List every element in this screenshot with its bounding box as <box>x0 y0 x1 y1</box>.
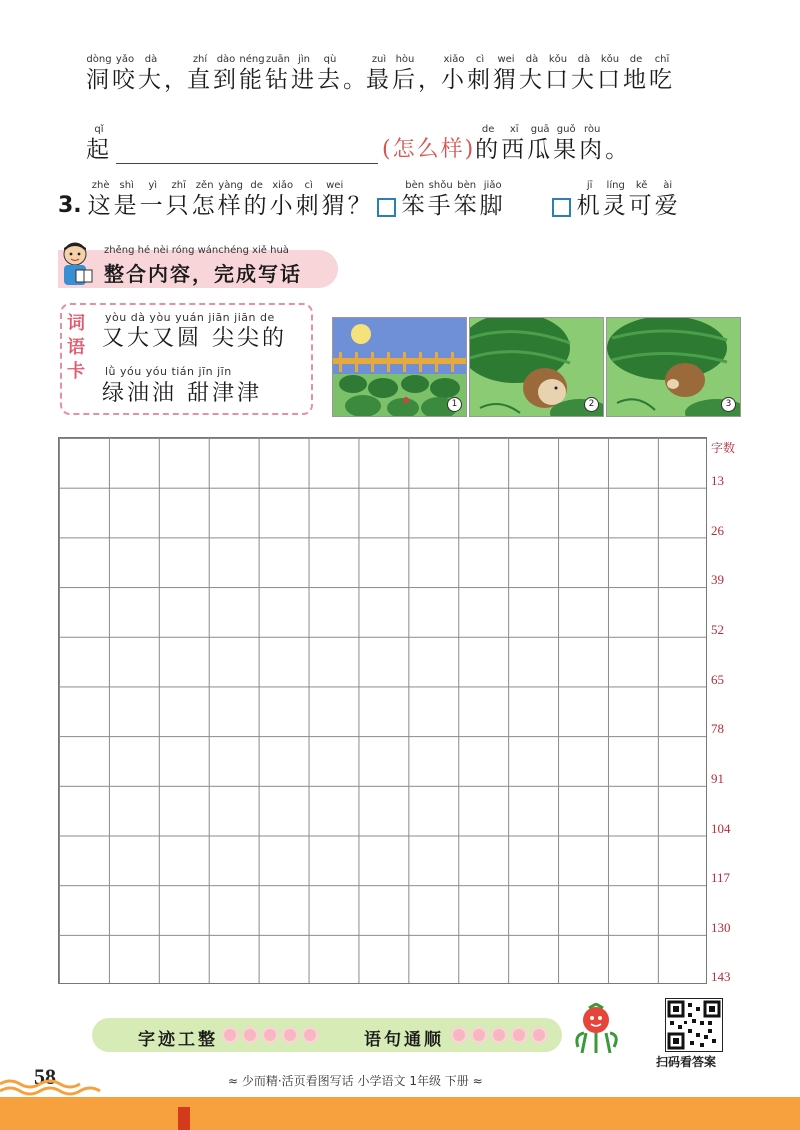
hanzi: 猬 <box>321 193 348 219</box>
pinyin: kǒu <box>600 54 620 65</box>
annotated-character <box>454 180 480 220</box>
pinyin: yì <box>148 180 158 191</box>
hanzi: 咬 <box>112 67 138 93</box>
option-2-text <box>577 180 681 220</box>
annotated-character <box>322 180 348 220</box>
annotated-character <box>623 54 649 94</box>
annotated-character <box>192 180 218 220</box>
pinyin: cì <box>475 54 485 65</box>
pinyin: zhè <box>91 180 110 191</box>
question-mark: ？ <box>347 193 371 219</box>
annotated-character <box>441 54 467 94</box>
hanzi: 小 <box>441 67 467 93</box>
annotated-character <box>187 54 213 94</box>
hanzi: 地 <box>623 67 649 93</box>
hanzi: 进 <box>291 67 317 93</box>
phrase-1 <box>86 54 164 94</box>
flower-icon[interactable] <box>242 1027 258 1043</box>
annotated-character <box>571 54 597 94</box>
hanzi: 大 <box>138 67 164 93</box>
pinyin: líng <box>606 180 625 191</box>
phrase-3 <box>366 54 418 94</box>
pinyin: xiǎo <box>443 54 465 65</box>
hanzi: 笨 <box>401 193 428 219</box>
pinyin: xiǎo <box>272 180 294 191</box>
flower-icon[interactable] <box>531 1027 547 1043</box>
pinyin: de <box>481 124 495 135</box>
hanzi: 脚 <box>479 193 506 219</box>
char-count: 65 <box>711 672 724 687</box>
hanzi: 去 <box>317 67 343 93</box>
flower-icon[interactable] <box>262 1027 278 1043</box>
hanzi: 刺 <box>295 193 322 219</box>
char-count: 13 <box>711 473 724 488</box>
pinyin: hòu <box>395 54 415 65</box>
phrase-rest <box>475 124 605 164</box>
qr-code-icon <box>666 999 722 1051</box>
hanzi: 可 <box>628 193 655 219</box>
hanzi: 的 <box>243 193 270 219</box>
flower-icon[interactable] <box>511 1027 527 1043</box>
annotated-character <box>218 180 244 220</box>
word-row-1-pinyin: yòu dà yòu yuán jiān jiān de <box>105 311 275 324</box>
flower-icon[interactable] <box>451 1027 467 1043</box>
annotated-character <box>114 180 140 220</box>
char-count: 143 <box>711 969 731 984</box>
word-card-tag: 词 语 卡 <box>67 313 85 382</box>
pinyin: jiǎo <box>483 180 502 191</box>
annotated-character <box>545 54 571 94</box>
pinyin: bèn <box>457 180 477 191</box>
footer-book-info: ≈ 少而精·活页看图写话 小学语文 1年级 下册 ≈ <box>228 1074 483 1088</box>
annotated-character <box>140 180 166 220</box>
pinyin: xī <box>509 124 519 135</box>
pinyin: wei <box>326 180 344 191</box>
hanzi: 吃 <box>649 67 675 93</box>
annotated-character <box>629 180 655 220</box>
hanzi: 后 <box>392 67 418 93</box>
question-text <box>88 180 348 220</box>
section-title: 整合内容，完成写话 <box>104 262 302 286</box>
answer-blank[interactable] <box>116 139 378 164</box>
text-line-2 <box>86 124 628 164</box>
char-count: 78 <box>711 721 724 736</box>
picture-number: 3 <box>721 397 736 412</box>
char-count-label: 字数 <box>711 441 736 455</box>
pinyin: ài <box>663 180 673 191</box>
annotated-character <box>527 124 553 164</box>
hanzi: 最 <box>366 67 392 93</box>
hanzi: 爱 <box>654 193 681 219</box>
pinyin: wei <box>497 54 515 65</box>
strawberry-mascot-icon <box>572 1003 622 1055</box>
hanzi: 这 <box>87 193 114 219</box>
pinyin: de <box>250 180 263 191</box>
hanzi: 灵 <box>602 193 629 219</box>
picture-2 <box>469 317 604 417</box>
phrase-4 <box>441 54 675 94</box>
hanzi: 怎 <box>191 193 218 219</box>
boy-reading-icon <box>56 240 98 292</box>
hanzi: 一 <box>139 193 166 219</box>
annotated-character <box>428 180 454 220</box>
hanzi: 到 <box>213 67 239 93</box>
option-2-checkbox[interactable] <box>552 198 571 217</box>
hanzi: 机 <box>576 193 603 219</box>
hanzi: 猬 <box>493 67 519 93</box>
pinyin: jìn <box>298 54 310 65</box>
flower-icon[interactable] <box>491 1027 507 1043</box>
word-qi: qǐ 起 <box>86 124 112 163</box>
hanzi: 手 <box>427 193 454 219</box>
hanzi: 小 <box>269 193 296 219</box>
hanzi: 能 <box>239 67 265 93</box>
comma: ， <box>418 67 441 93</box>
hanzi: 直 <box>187 67 213 93</box>
qr-label: 扫码看答案 <box>656 1055 717 1069</box>
question-3 <box>58 180 681 220</box>
pinyin: zuì <box>371 54 387 65</box>
annotated-character <box>296 180 322 220</box>
annotated-character <box>88 180 114 220</box>
annotated-character <box>597 54 623 94</box>
annotated-character <box>86 54 112 94</box>
pinyin: zhī <box>171 180 186 191</box>
hanzi: 大 <box>571 67 597 93</box>
pinyin: guā <box>530 124 550 135</box>
annotated-character <box>579 124 605 164</box>
annotated-character <box>402 180 428 220</box>
pinyin: shǒu <box>428 180 453 191</box>
phrase-2 <box>187 54 343 94</box>
flower-icon[interactable] <box>222 1027 238 1043</box>
annotated-character <box>519 54 545 94</box>
annotated-character <box>480 180 506 220</box>
hanzi: 样 <box>217 193 244 219</box>
pinyin: cì <box>304 180 313 191</box>
option-1-checkbox[interactable] <box>377 198 396 217</box>
rating-label-handwriting: 字迹工整 <box>138 1030 218 1050</box>
hanzi: 只 <box>165 193 192 219</box>
section-pinyin: zhěng hé nèi róng wánchéng xiě huà <box>104 245 289 256</box>
annotated-character <box>603 180 629 220</box>
pinyin: jī <box>586 180 593 191</box>
picture-3 <box>606 317 741 417</box>
annotated-character <box>577 180 603 220</box>
annotated-character <box>366 54 392 94</box>
hanzi: 大 <box>519 67 545 93</box>
annotated-character <box>493 54 519 94</box>
pinyin: shì <box>119 180 134 191</box>
annotated-character <box>112 54 138 94</box>
hanzi: 是 <box>113 193 140 219</box>
pinyin: dòng <box>86 54 112 65</box>
pinyin: chī <box>654 54 670 65</box>
pinyin: kǒu <box>548 54 568 65</box>
pinyin: dà <box>577 54 591 65</box>
pinyin: dà <box>525 54 539 65</box>
hanzi: 肉 <box>579 137 606 163</box>
writing-grid[interactable] <box>58 437 707 984</box>
picture-number: 1 <box>447 397 462 412</box>
footer-tab <box>178 1107 190 1130</box>
hanzi: 的 <box>475 137 502 163</box>
annotated-character <box>501 124 527 164</box>
text-line-1 <box>86 54 675 94</box>
hanzi: 笨 <box>453 193 480 219</box>
annotated-character <box>138 54 164 94</box>
annotated-character <box>553 124 579 164</box>
flower-icon[interactable] <box>282 1027 298 1043</box>
annotated-character <box>649 54 675 94</box>
word-row-2: 绿油油 甜津津 <box>102 381 262 406</box>
pinyin: qù <box>323 54 337 65</box>
moon-icon <box>351 324 371 344</box>
hanzi: 洞 <box>86 67 112 93</box>
annotated-character <box>392 54 418 94</box>
char-count: 130 <box>711 920 731 935</box>
pinyin: de <box>629 54 643 65</box>
char-count: 52 <box>711 622 724 637</box>
pinyin: dào <box>216 54 236 65</box>
hanzi: 口 <box>597 67 623 93</box>
hanzi: 果 <box>553 137 580 163</box>
hint-how: (怎么样) <box>382 137 476 162</box>
char-count: 26 <box>711 523 724 538</box>
annotated-character <box>265 54 291 94</box>
pinyin: néng <box>239 54 265 65</box>
hanzi: 口 <box>545 67 571 93</box>
annotated-character <box>239 54 265 94</box>
annotated-character <box>475 124 501 164</box>
annotated-character <box>317 54 343 94</box>
annotated-character <box>213 54 239 94</box>
picture-1 <box>332 317 467 417</box>
annotated-character <box>655 180 681 220</box>
question-number: 3. <box>58 193 82 218</box>
pinyin: yàng <box>218 180 244 191</box>
flower-icon[interactable] <box>471 1027 487 1043</box>
annotated-character <box>270 180 296 220</box>
rating-label-fluency: 语句通顺 <box>364 1030 444 1050</box>
char-count: 91 <box>711 771 724 786</box>
pinyin: guǒ <box>556 124 576 135</box>
comma: ， <box>164 67 187 93</box>
footer-band <box>0 1097 800 1130</box>
flower-icon[interactable] <box>302 1027 318 1043</box>
picture-number: 2 <box>584 397 599 412</box>
pinyin: zhí <box>192 54 208 65</box>
word-row-2-pinyin: lǜ yóu yóu tián jīn jīn <box>105 365 232 378</box>
hanzi: 刺 <box>467 67 493 93</box>
annotated-character <box>291 54 317 94</box>
char-count: 104 <box>711 821 731 836</box>
pinyin: ròu <box>583 124 601 135</box>
pinyin: zěn <box>195 180 214 191</box>
period: 。 <box>605 137 629 163</box>
pinyin: kě <box>635 180 648 191</box>
page-number: 58 <box>34 1064 56 1089</box>
pinyin: dà <box>144 54 158 65</box>
pinyin: bèn <box>405 180 425 191</box>
annotated-character <box>166 180 192 220</box>
annotated-character <box>244 180 270 220</box>
pinyin: yǎo <box>115 54 135 65</box>
pinyin: zuān <box>265 54 291 65</box>
option-1-text <box>402 180 506 220</box>
char-count: 117 <box>711 870 731 885</box>
word-row-1: 又大又圆 尖尖的 <box>102 326 287 351</box>
period: 。 <box>343 67 366 93</box>
qr-code[interactable] <box>665 998 723 1052</box>
hanzi: 西 <box>501 137 528 163</box>
annotated-character <box>467 54 493 94</box>
char-count: 39 <box>711 572 724 587</box>
hanzi: 钻 <box>265 67 291 93</box>
hanzi: 瓜 <box>527 137 554 163</box>
